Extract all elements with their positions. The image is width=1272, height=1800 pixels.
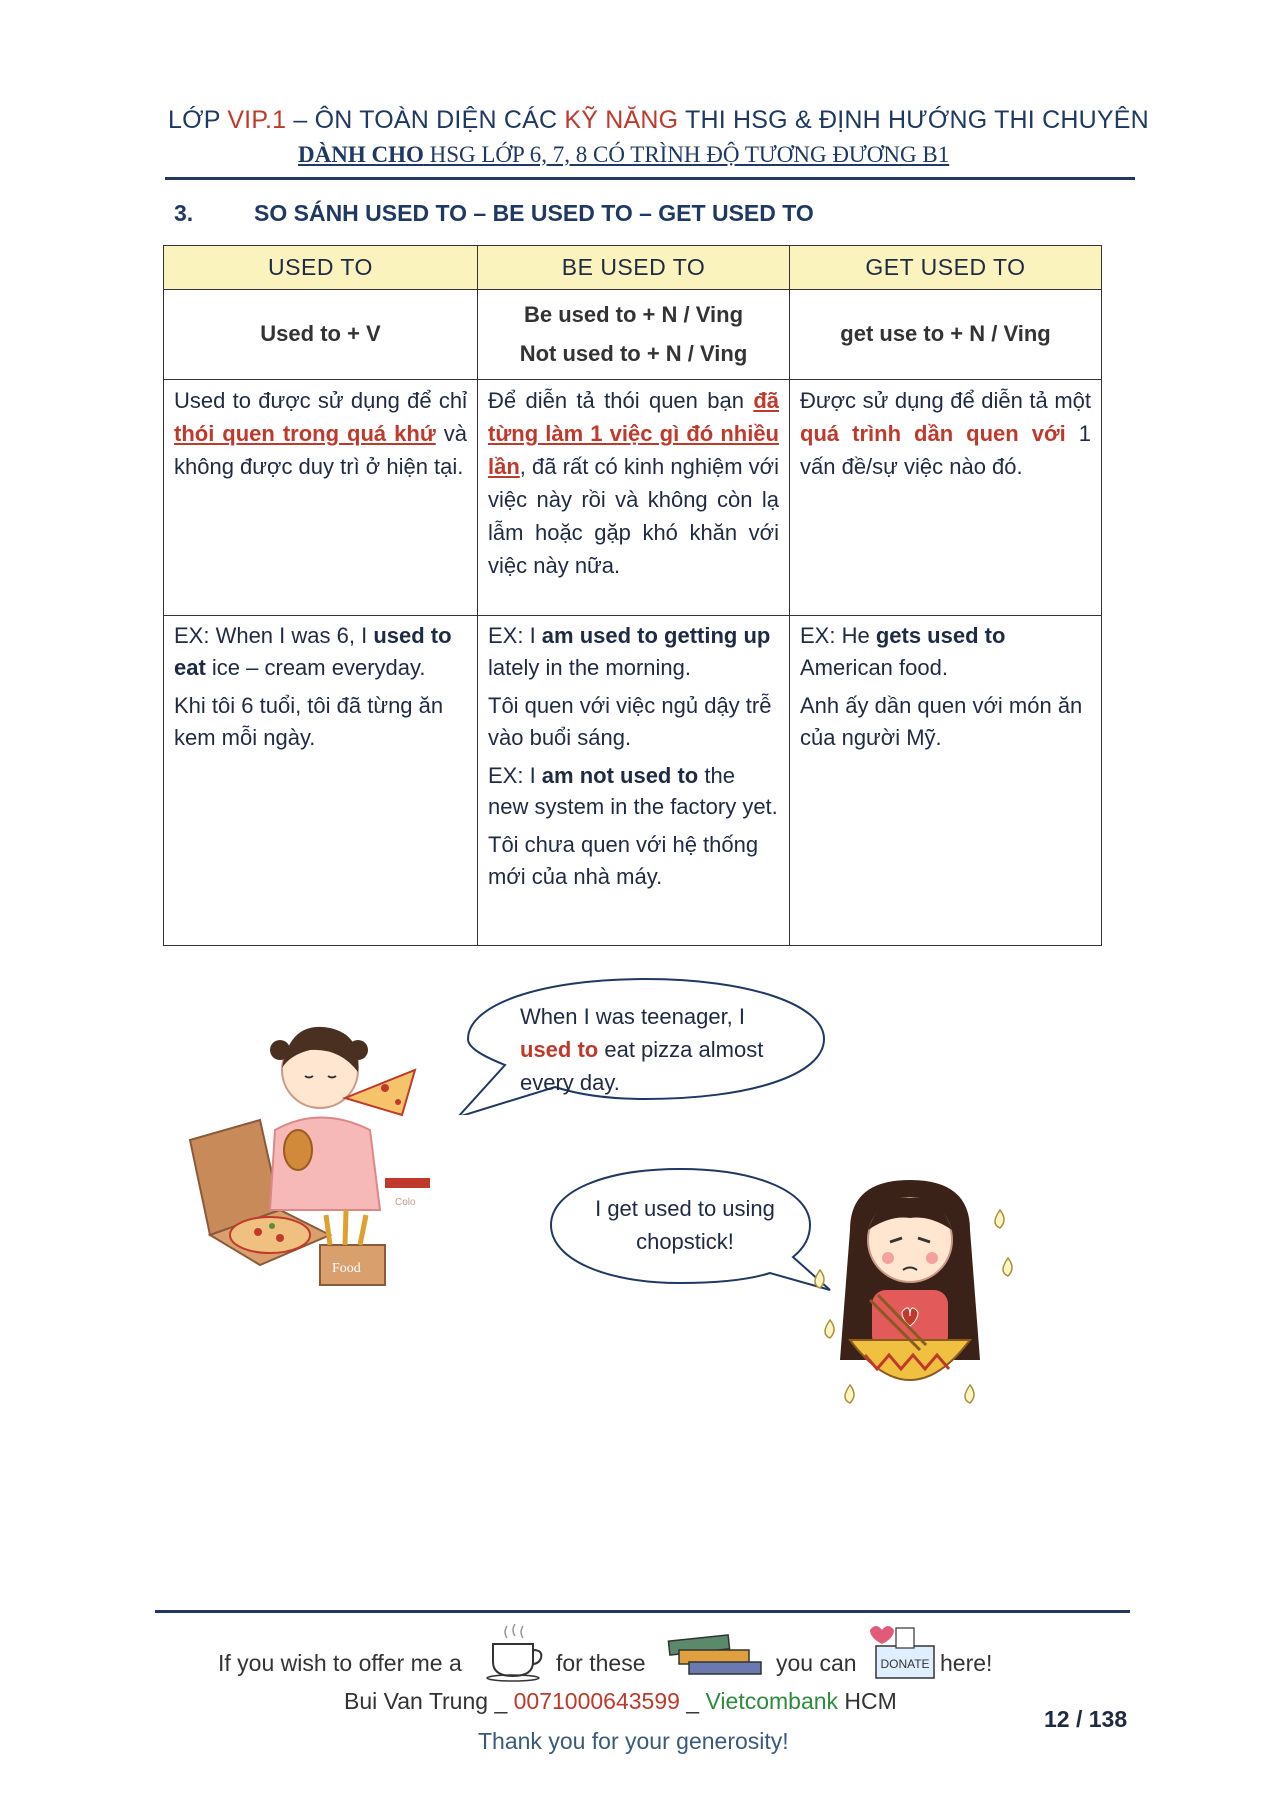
section-number: 3.	[174, 200, 194, 226]
example-text: EX: He	[800, 623, 876, 648]
desc-text: 1 vấn đề/sự việc nào đó.	[800, 421, 1091, 479]
desc-highlight: thói quen trong quá khứ	[174, 421, 436, 446]
books-icon	[665, 1628, 765, 1678]
example-bold: am not used to	[541, 762, 699, 788]
subtitle-text: HSG LỚP 6, 7, 8 CÓ TRÌNH ĐỘ TƯƠNG ĐƯƠNG B1	[423, 142, 950, 167]
section-title: SO SÁNH USED TO – BE USED TO – GET USED TO	[254, 200, 814, 226]
donation-line	[776, 1650, 857, 1677]
example-text: EX: I	[488, 762, 542, 788]
bank-account-line	[344, 1688, 897, 1715]
desc-text: và không được duy trì ở hiện tại.	[174, 421, 467, 479]
bank-name: Vietcombank	[705, 1688, 839, 1714]
example-text: the new system in the factory yet.	[488, 762, 778, 820]
speech-bubble-2-text	[570, 1192, 800, 1258]
account-number: 0071000643599	[513, 1688, 680, 1714]
bubble-1-text: eat pizza almost	[598, 1037, 764, 1062]
pizza-box-label: Colo	[395, 1197, 416, 1208]
formula-get-used-to: get use to + N / Ving	[790, 290, 1102, 380]
bubble-1-line: every day.	[520, 1070, 620, 1095]
desc-get-used-to	[790, 380, 1102, 616]
table-header-row	[164, 246, 1102, 290]
formula-used-to: Used to + V	[164, 290, 478, 380]
example-text: lately in the morning.	[488, 654, 691, 680]
formula-be-used-to-affirmative: Be used to + N / Ving	[523, 302, 744, 327]
header-vip-label: VIP.1	[227, 106, 287, 134]
separator: _	[679, 1688, 706, 1714]
example-used-to	[164, 616, 478, 946]
desc-text: Để diễn tả thói quen bạn	[488, 388, 754, 413]
header-be-used-to: BE USED TO	[478, 246, 790, 290]
example-sentence	[488, 620, 779, 684]
fries-bag-label: Food	[332, 1261, 361, 1276]
account-holder: Bui Van Trung _	[344, 1688, 514, 1714]
header-text: THI HSG & ĐỊNH HƯỚNG THI CHUYÊN	[678, 106, 1149, 134]
example-bold: gets used to	[875, 623, 1006, 648]
example-text: American food.	[800, 654, 948, 680]
header-skills-label: KỸ NĂNG	[564, 106, 679, 134]
donation-text: If you wish to offer me a	[218, 1650, 462, 1676]
desc-text: , đã rất có kinh nghiệm với việc này rồi và không còn lạ lẫm hoặc gặp khó khăn với việc này nữa.	[488, 454, 779, 578]
header-get-used-to: GET USED TO	[790, 246, 1102, 290]
subtitle-bold: DÀNH CHO	[298, 142, 424, 167]
example-translation: Tôi chưa quen với hệ thống mới của nhà máy.	[488, 832, 759, 890]
bubble-1-line	[520, 1033, 820, 1066]
example-translation: Tôi quen với việc ngủ dậy trễ vào buổi sáng.	[488, 692, 772, 750]
example-be-used-to	[478, 616, 790, 946]
girl-eating-pizza-illustration	[180, 1010, 450, 1290]
example-text: ice – cream everyday.	[205, 654, 426, 680]
bubble-2-line: I get used to using	[595, 1196, 775, 1221]
formula-be-used-to	[478, 290, 790, 380]
example-bold: used to eat	[174, 623, 452, 680]
example-sentence	[488, 760, 779, 824]
table-row-examples	[164, 616, 1102, 946]
document-header-subtitle	[298, 142, 949, 168]
donate-box-icon	[868, 1620, 943, 1682]
desc-highlight: đã từng làm 1 việc gì đó nhiều lần	[488, 388, 779, 479]
donation-text: for these	[556, 1650, 646, 1676]
thank-you-note: Thank you for your generosity!	[478, 1728, 789, 1754]
table-row-description	[164, 380, 1102, 616]
header-text: – ÔN TOÀN DIỆN CÁC	[286, 106, 565, 134]
example-text: EX: When I was 6, I	[174, 623, 374, 648]
speech-bubble-1-text	[520, 1000, 820, 1099]
example-bold: am used to getting up	[541, 623, 771, 648]
desc-text: Used to được sử dụng để chỉ	[174, 388, 467, 413]
example-get-used-to	[790, 616, 1102, 946]
footer-divider	[155, 1610, 1130, 1613]
desc-highlight: quá trình dần quen với	[800, 421, 1066, 446]
donation-line	[556, 1650, 646, 1677]
header-used-to: USED TO	[164, 246, 478, 290]
girl-with-chopsticks-illustration	[810, 1170, 1025, 1420]
desc-used-to	[164, 380, 478, 616]
example-sentence	[174, 620, 467, 684]
page-number: 12 / 138	[1044, 1706, 1128, 1732]
example-text: EX: I	[488, 623, 542, 648]
table-row-formula	[164, 290, 1102, 380]
bubble-1-highlight: used to	[520, 1037, 599, 1062]
comparison-table	[163, 245, 1102, 946]
bubble-1-line: When I was teenager, I	[520, 1004, 746, 1029]
example-translation: Anh ấy dần quen với món ăn của người Mỹ.	[800, 692, 1083, 750]
donation-text: here!	[940, 1650, 993, 1676]
header-text: LỚP	[168, 106, 228, 134]
desc-be-used-to	[478, 380, 790, 616]
donation-line	[940, 1650, 992, 1677]
section-heading	[174, 200, 814, 227]
example-translation: Khi tôi 6 tuổi, tôi đã từng ăn kem mỗi ngày.	[174, 692, 444, 750]
donation-text: you can	[776, 1650, 857, 1676]
header-divider	[165, 177, 1135, 180]
bubble-2-line: chopstick!	[636, 1229, 734, 1254]
bank-city: HCM	[838, 1688, 897, 1714]
example-sentence	[800, 620, 1091, 684]
formula-be-used-to-negative: Not used to + N / Ving	[519, 340, 748, 366]
coffee-cup-icon	[485, 1622, 545, 1682]
donate-label: DONATE	[880, 1657, 930, 1671]
desc-text: Được sử dụng để diễn tả một	[800, 388, 1091, 413]
document-header-title	[168, 106, 1148, 135]
donation-line	[218, 1650, 462, 1677]
